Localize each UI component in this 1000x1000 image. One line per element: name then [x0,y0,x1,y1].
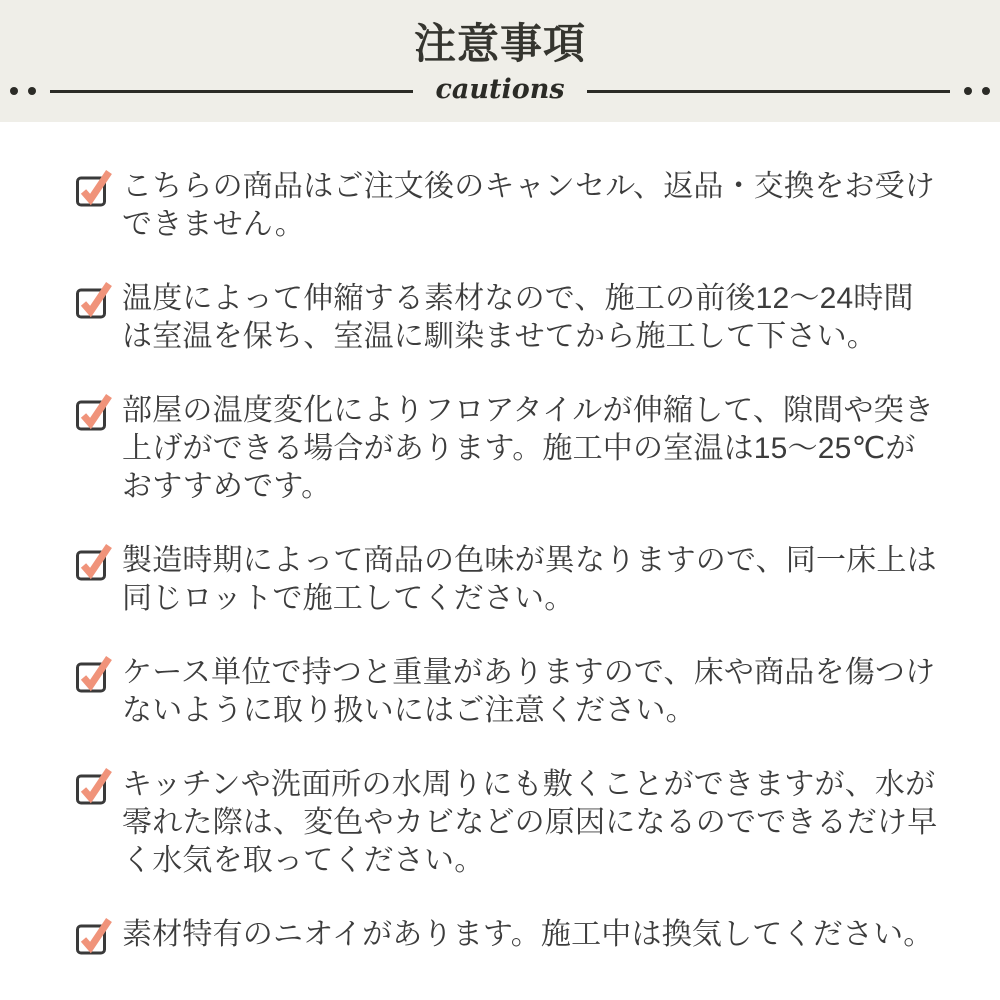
caution-item [74,392,940,506]
checkbox-check-icon [74,392,112,430]
dot-icon [964,87,972,95]
checkbox-check-icon [74,168,112,206]
section-subtitle: cautions [435,73,565,105]
divider-dots-left [10,87,36,95]
checkbox-check-icon [74,654,112,692]
caution-text: 温度によって伸縮する素材なので、施工の前後12〜24時間は室温を保ち、室温に馴染ませてから施工して下さい。 [122,282,914,353]
caution-item [74,542,940,618]
dot-icon [982,87,990,95]
divider-line-right [587,90,950,93]
divider-line-left [50,90,413,93]
page-title: 注意事項 [413,20,586,67]
checkbox-check-icon [74,280,112,318]
dot-icon [10,87,18,95]
checkbox-check-icon [74,542,112,580]
caution-text: 製造時期によって商品の色味が異なりますので、同一床上は同じロットで施工してください。 [122,544,937,615]
divider-dots-right [964,87,990,95]
section-header [0,0,1000,122]
caution-item [74,654,940,730]
checkbox-check-icon [74,916,112,954]
caution-item [74,766,940,880]
caution-item [74,280,940,356]
title-divider [0,73,1000,105]
caution-text: ケース単位で持つと重量がありますので、床や商品を傷つけないように取り扱いにはご注意ください。 [122,656,936,727]
checkbox-check-icon [74,766,112,804]
cautions-list [0,122,1000,954]
caution-item [74,916,940,954]
caution-item [74,168,940,244]
dot-icon [28,87,36,95]
caution-text: 素材特有のニオイがあります。施工中は換気してください。 [122,918,934,951]
caution-text: キッチンや洗面所の水周りにも敷くことができますが、水が零れた際は、変色やカビなどの原因になるのでできるだけ早く水気を取ってください。 [122,768,938,877]
caution-text: 部屋の温度変化によりフロアタイルが伸縮して、隙間や突き上げができる場合があります。施工中の室温は15〜25℃がおすすめです。 [122,394,935,503]
caution-text: こちらの商品はご注文後のキャンセル、返品・交換をお受けできません。 [122,170,935,241]
